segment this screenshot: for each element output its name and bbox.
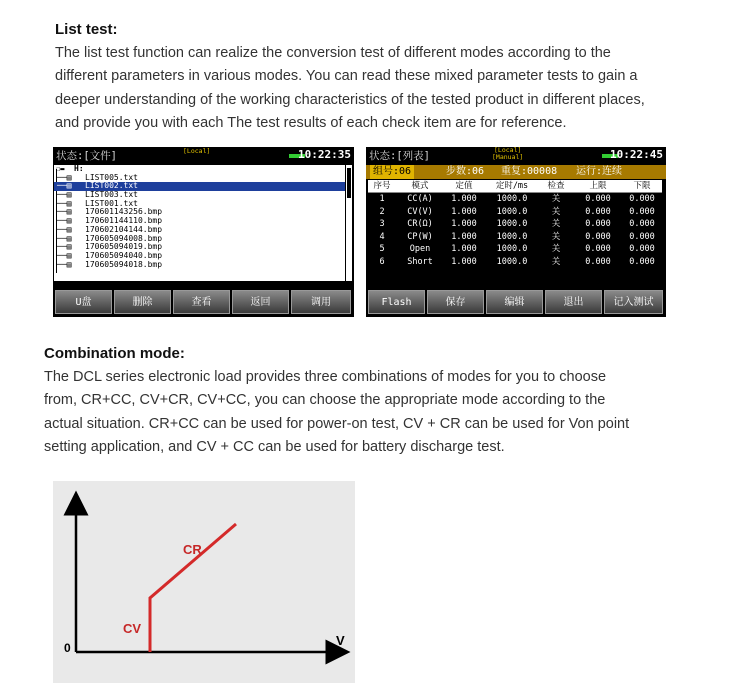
table-cell: 1.000 <box>451 219 477 230</box>
file-icon: ──▤ <box>57 250 72 260</box>
repeat-count[interactable]: 重复:00008 <box>501 166 558 177</box>
file-name: LIST003.txt <box>85 190 138 200</box>
table-row[interactable] <box>368 206 662 219</box>
file-icon: ──▤ <box>57 181 72 191</box>
table-cell: 2 <box>379 206 385 217</box>
paragraph-line: different parameters in various modes. You can read these mixed parameter tests to gain a <box>55 68 638 85</box>
file-icon: ──▤ <box>57 233 72 243</box>
table-row[interactable] <box>368 231 662 244</box>
x-axis-label: V <box>336 633 345 648</box>
paragraph-line: from, CR+CC, CV+CR, CV+CC, you can choose the appropriate mode according to the <box>44 392 606 409</box>
table-cell: 关 <box>551 194 561 204</box>
table-cell: 0.000 <box>629 231 655 242</box>
list-summary-bar <box>366 165 666 179</box>
file-name: 170605094040.bmp <box>85 250 163 260</box>
table-cell: 1.000 <box>451 244 477 255</box>
list-table-screen <box>366 147 666 317</box>
file-name: LIST005.txt <box>85 172 138 182</box>
table-cell: 关 <box>551 206 561 217</box>
file-icon: ──▤ <box>57 198 72 208</box>
drive-label: H: <box>74 164 84 173</box>
column-header: 定值 <box>455 181 473 191</box>
combination-paragraph <box>44 366 629 460</box>
table-cell: 1.000 <box>451 206 477 217</box>
paragraph-line: setting application, and CV + CC can be used for battery discharge test. <box>44 439 505 456</box>
list-table <box>368 180 662 269</box>
column-header: 下限 <box>633 181 651 191</box>
file-name: 170605094018.bmp <box>85 259 163 269</box>
clock: 10:22:35 <box>298 148 351 161</box>
table-row[interactable] <box>368 193 662 206</box>
table-cell: CR(Ω) <box>407 219 433 230</box>
usb-button[interactable]: U盘 <box>55 290 112 314</box>
file-name: LIST002.txt <box>85 181 138 191</box>
step-count[interactable]: 步数:06 <box>446 166 485 177</box>
table-cell: 关 <box>551 244 561 255</box>
cv-label: CV <box>123 621 142 636</box>
file-icon: ──▤ <box>57 207 72 217</box>
table-cell: 0.000 <box>585 206 611 217</box>
table-cell: 5 <box>379 244 385 255</box>
table-cell: CC(A) <box>407 194 433 204</box>
table-cell: 1000.0 <box>496 256 528 267</box>
run-mode[interactable]: 运行:连续 <box>576 166 623 177</box>
table-cell: 0.000 <box>629 206 655 217</box>
table-cell: 0.000 <box>585 219 611 230</box>
file-browser-screen <box>53 147 354 317</box>
file-row[interactable] <box>54 261 348 270</box>
status-text: 状态:[列表] <box>369 150 430 162</box>
file-icon: ──▤ <box>57 224 72 234</box>
file-icon: ──▤ <box>57 190 72 200</box>
table-cell: 1.000 <box>451 231 477 242</box>
table-cell: 0.000 <box>629 244 655 255</box>
paragraph-line: deeper understanding of the working characteristics of the tested product in different places, <box>55 91 645 108</box>
origin-label: 0 <box>64 641 71 655</box>
softkey-bar <box>53 287 354 317</box>
file-list <box>54 165 348 281</box>
cv-cr-diagram <box>53 481 355 683</box>
table-cell: 0.000 <box>629 194 655 204</box>
file-icon: ──▤ <box>57 172 72 182</box>
table-cell: CP(W) <box>407 231 433 242</box>
file-icon: ──▤ <box>57 242 72 252</box>
file-name: 170605094008.bmp <box>85 233 163 243</box>
paragraph-line: The DCL series electronic load provides three combinations of modes for you to choose <box>44 369 607 385</box>
table-cell: 关 <box>551 231 561 242</box>
table-cell: 0.000 <box>585 194 611 204</box>
scroll-thumb[interactable] <box>347 168 351 198</box>
file-icon: ──▤ <box>57 216 72 226</box>
file-name: LIST001.txt <box>85 198 138 208</box>
table-cell: Short <box>407 256 433 267</box>
lock-indicator: [Local] <box>494 147 522 154</box>
edit-button[interactable]: 编辑 <box>486 290 543 314</box>
table-row[interactable] <box>368 243 662 256</box>
table-row[interactable] <box>368 256 662 269</box>
clock: 10:22:45 <box>610 148 663 161</box>
file-name: 170605094019.bmp <box>85 242 163 252</box>
table-cell: 4 <box>379 231 385 242</box>
table-cell: 6 <box>379 256 385 267</box>
list-test-heading: List test: <box>55 21 118 38</box>
table-cell: CV(V) <box>407 206 433 217</box>
table-cell: 0.000 <box>629 256 655 267</box>
status-bar <box>366 147 666 164</box>
view-button[interactable]: 查看 <box>173 290 230 314</box>
column-header: 序号 <box>373 181 391 191</box>
paragraph-line: actual situation. CR+CC can be used for power-on test, CV + CR can be used for Von point <box>44 415 630 432</box>
table-cell: 3 <box>379 219 385 230</box>
table-cell: 0.000 <box>629 219 655 230</box>
status-bar <box>53 147 354 164</box>
column-header: 定时/ms <box>495 181 529 191</box>
file-name: 170601144110.bmp <box>85 216 163 226</box>
table-cell: 1000.0 <box>496 206 528 217</box>
file-icon: ──▤ <box>57 259 72 269</box>
paragraph-line: The list test function can realize the conversion test of different modes according to the <box>55 45 611 61</box>
table-cell: 关 <box>551 219 561 230</box>
mode-indicator: [Manual] <box>492 153 524 161</box>
status-text: 状态:[文件] <box>56 150 117 162</box>
record-test-button[interactable]: 记入测试 <box>604 290 663 314</box>
file-name: 170601143256.bmp <box>85 207 163 217</box>
table-cell: Open <box>409 244 431 255</box>
table-cell: 1.000 <box>451 256 477 267</box>
table-row[interactable] <box>368 218 662 231</box>
column-header: 模式 <box>411 181 429 191</box>
diagram-svg <box>53 481 355 683</box>
table-cell: 0.000 <box>585 231 611 242</box>
cr-label: CR <box>183 542 202 557</box>
column-header: 检查 <box>547 181 565 191</box>
table-cell: 1.000 <box>451 194 477 204</box>
exit-button[interactable]: 退出 <box>545 290 602 314</box>
table-cell: 0.000 <box>585 244 611 255</box>
delete-button[interactable]: 删除 <box>114 290 171 314</box>
file-name: 170602104144.bmp <box>85 224 163 234</box>
save-button[interactable]: 保存 <box>427 290 484 314</box>
table-cell: 1000.0 <box>496 219 528 230</box>
scrollbar[interactable] <box>345 165 352 281</box>
flash-button[interactable]: Flash <box>368 290 425 314</box>
table-header <box>368 180 662 193</box>
table-cell: 1 <box>379 194 385 204</box>
combination-heading: Combination mode: <box>44 345 185 362</box>
group-number[interactable]: 组号:06 <box>370 165 414 179</box>
softkey-bar <box>366 287 666 317</box>
paragraph-line: and provide you with each The test results of each check item are for reference. <box>55 115 567 132</box>
column-header: 上限 <box>589 181 607 191</box>
table-cell: 1000.0 <box>496 231 528 242</box>
load-button[interactable]: 调用 <box>291 290 351 314</box>
table-cell: 1000.0 <box>496 244 528 255</box>
lock-indicator: [Local] <box>183 147 211 155</box>
table-cell: 关 <box>551 256 561 267</box>
table-cell: 1000.0 <box>496 194 528 204</box>
list-test-paragraph <box>55 42 645 136</box>
back-button[interactable]: 返回 <box>232 290 289 314</box>
table-cell: 0.000 <box>585 256 611 267</box>
folder-icon: ☐▬ <box>56 165 65 173</box>
